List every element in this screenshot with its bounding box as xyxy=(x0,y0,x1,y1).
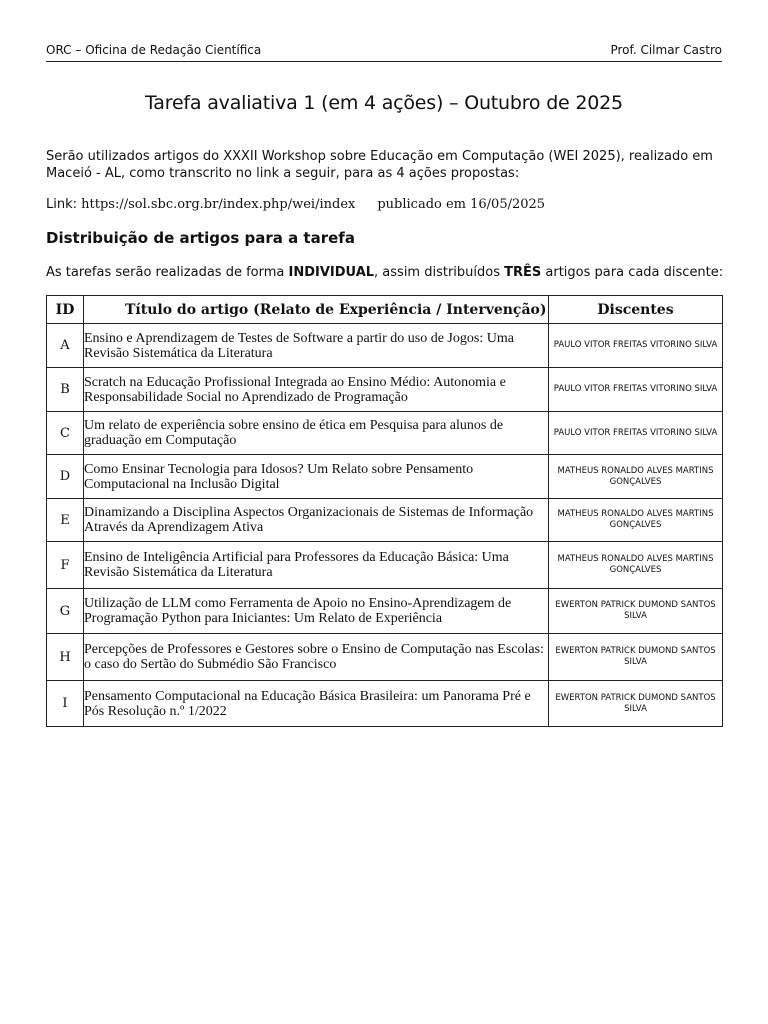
row-id: D xyxy=(47,455,84,499)
distribution-text-after: artigos para cada discente: xyxy=(541,265,724,280)
table-header-row xyxy=(47,296,723,324)
distribution-text-before: As tarefas serão realizadas de forma xyxy=(46,265,289,280)
header-course-name: ORC – Oficina de Redação Científica xyxy=(46,43,262,57)
table-row xyxy=(47,542,723,589)
row-id: I xyxy=(47,681,84,727)
row-title: Dinamizando a Disciplina Aspectos Organizacionais de Sistemas de Informação Através da Aprendizagem Ativa xyxy=(84,499,549,542)
header-id: ID xyxy=(47,296,84,324)
header-professor-name: Prof. Cilmar Castro xyxy=(610,43,722,57)
header-title-cell xyxy=(84,296,549,324)
table-row xyxy=(47,589,723,634)
row-title: Como Ensinar Tecnologia para Idosos? Um Relato sobre Pensamento Computacional na Inclusão Digital xyxy=(84,455,549,499)
published-date: publicado em 16/05/2025 xyxy=(377,197,546,212)
row-student: EWERTON PATRICK DUMOND SANTOS SILVA xyxy=(549,634,723,681)
table-row xyxy=(47,324,723,368)
row-id: G xyxy=(47,589,84,634)
row-id: F xyxy=(47,542,84,589)
row-id: C xyxy=(47,412,84,455)
table-row xyxy=(47,455,723,499)
distribution-bold-tres: TRÊS xyxy=(504,265,542,280)
table-row xyxy=(47,634,723,681)
link-label: Link: xyxy=(46,197,82,212)
row-student: PAULO VITOR FREITAS VITORINO SILVA xyxy=(549,412,723,455)
row-title: Um relato de experiência sobre ensino de ética em Pesquisa para alunos de graduação em Computação xyxy=(84,412,549,455)
row-title: Scratch na Educação Profissional Integrada ao Ensino Médio: Autonomia e Responsabilidade Social no Aprendizado de Programação xyxy=(84,368,549,412)
link-line xyxy=(46,197,545,212)
table-row xyxy=(47,368,723,412)
header-students: Discentes xyxy=(549,296,723,324)
distribution-paragraph xyxy=(46,264,726,281)
articles-table xyxy=(46,295,723,727)
intro-paragraph: Serão utilizados artigos do XXXII Workshop sobre Educação em Computação (WEI 2025), realizado em Maceió - AL, como transcrito no link a seguir, para as 4 ações propostas: xyxy=(46,149,713,181)
document-title: Tarefa avaliativa 1 (em 4 ações) – Outubro de 2025 xyxy=(145,92,623,114)
row-student: PAULO VITOR FREITAS VITORINO SILVA xyxy=(549,324,723,368)
row-title: Percepções de Professores e Gestores sobre o Ensino de Computação nas Escolas: o caso do Sertão do Submédio São Francisco xyxy=(84,634,549,681)
header-title: Título do artigo (Relato de Experiência / Intervenção) xyxy=(125,302,547,318)
row-student: MATHEUS RONALDO ALVES MARTINS GONÇALVES xyxy=(549,455,723,499)
row-student: PAULO VITOR FREITAS VITORINO SILVA xyxy=(549,368,723,412)
section-heading: Distribuição de artigos para a tarefa xyxy=(46,229,355,247)
row-id: E xyxy=(47,499,84,542)
row-id: B xyxy=(47,368,84,412)
row-student: MATHEUS RONALDO ALVES MARTINS GONÇALVES xyxy=(549,499,723,542)
wei-link[interactable]: https://sol.sbc.org.br/index.php/wei/index xyxy=(81,197,356,212)
page-header xyxy=(46,43,722,62)
table-row xyxy=(47,499,723,542)
table-row xyxy=(47,412,723,455)
row-title: Ensino e Aprendizagem de Testes de Software a partir do uso de Jogos: Uma Revisão Sistemática da Literatura xyxy=(84,324,549,368)
row-student: EWERTON PATRICK DUMOND SANTOS SILVA xyxy=(549,681,723,727)
row-id: A xyxy=(47,324,84,368)
row-student: MATHEUS RONALDO ALVES MARTINS GONÇALVES xyxy=(549,542,723,589)
row-id: H xyxy=(47,634,84,681)
row-title: Ensino de Inteligência Artificial para Professores da Educação Básica: Uma Revisão Sistemática da Literatura xyxy=(84,542,549,589)
distribution-text-middle: , assim distribuídos xyxy=(374,265,505,280)
row-title: Utilização de LLM como Ferramenta de Apoio no Ensino-Aprendizagem de Programação Python para Iniciantes: Um Relato de Experiência xyxy=(84,589,549,634)
row-student: EWERTON PATRICK DUMOND SANTOS SILVA xyxy=(549,589,723,634)
distribution-bold-individual: INDIVIDUAL xyxy=(288,265,375,280)
row-title: Pensamento Computacional na Educação Básica Brasileira: um Panorama Pré e Pós Resolução n.º 1/2022 xyxy=(84,681,549,727)
table-row xyxy=(47,681,723,727)
